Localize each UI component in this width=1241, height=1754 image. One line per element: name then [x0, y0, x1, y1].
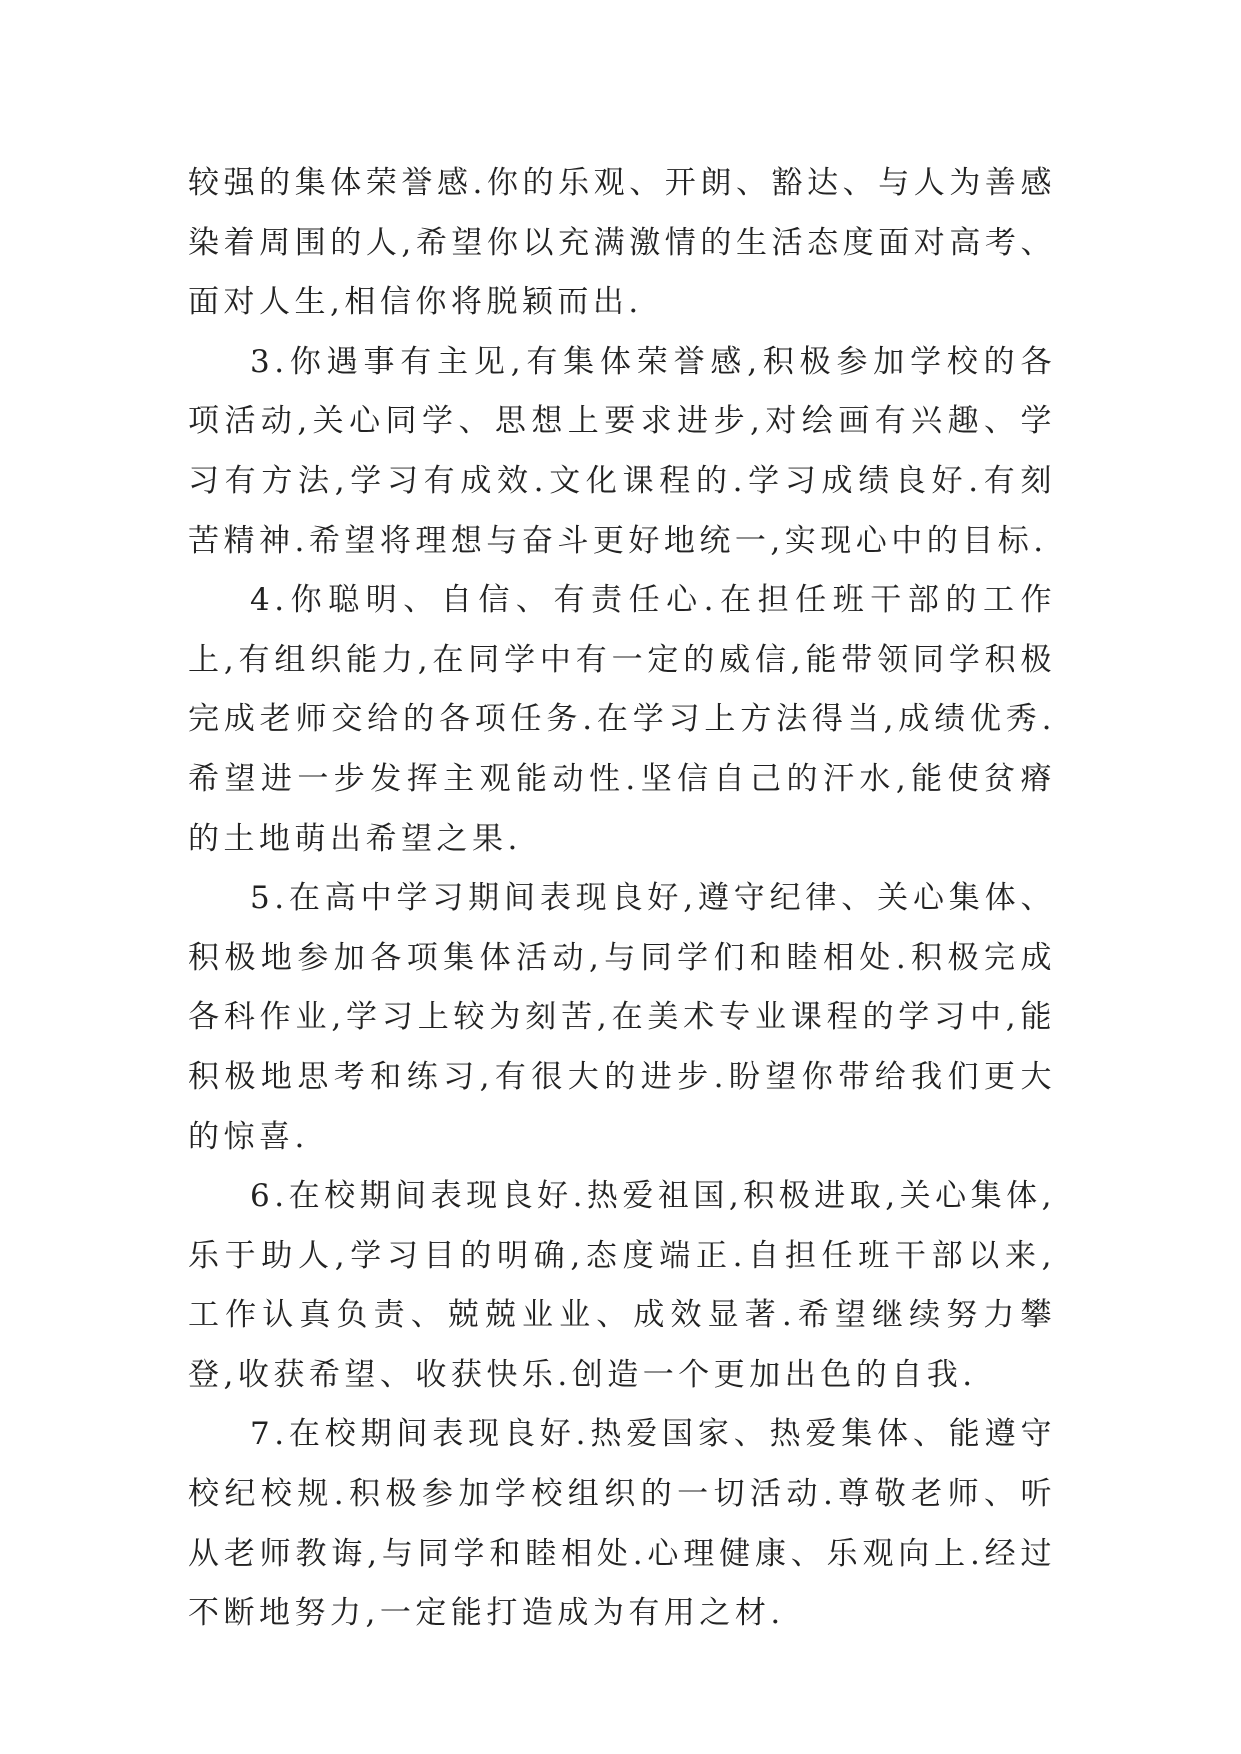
paragraph-comment-3: 3.你遇事有主见,有集体荣誉感,积极参加学校的各项活动,关心同学、思想上要求进步,对绘画有兴趣、学习有方法,学习有成效.文化课程的.学习成绩良好.有刻苦精神.希望将理想与奋斗更好地统一,实现心中的目标. [188, 343, 1056, 559]
paragraph-comment-5: 5.在高中学习期间表现良好,遵守纪律、关心集体、积极地参加各项集体活动,与同学们和睦相处.积极完成各科作业,学习上较为刻苦,在美术专业课程的学习中,能积极地思考和练习,有很大的进步.盼望你带给我们更大的惊喜. [188, 880, 1056, 1155]
paragraph-comment-7: 7.在校期间表现良好.热爱国家、热爱集体、能遵守校纪校规.积极参加学校组织的一切活动.尊敬老师、听从老师教诲,与同学和睦相处.心理健康、乐观向上.经过不断地努力,一定能打造成为有用之材. [188, 1416, 1056, 1632]
paragraph-comment-4: 4.你聪明、自信、有责任心.在担任班干部的工作上,有组织能力,在同学中有一定的威信,能带领同学积极完成老师交给的各项任务.在学习上方法得当,成绩优秀.希望进一步发挥主观能动性.坚信自己的汗水,能使贫瘠的土地萌出希望之果. [188, 582, 1056, 857]
document-body [188, 154, 1056, 1644]
paragraph-continuation: 较强的集体荣誉感.你的乐观、开朗、豁达、与人为善感染着周围的人,希望你以充满激情的生活态度面对高考、面对人生,相信你将脱颖而出. [188, 165, 1056, 321]
paragraph-comment-6: 6.在校期间表现良好.热爱祖国,积极进取,关心集体,乐于助人,学习目的明确,态度端正.自担任班干部以来,工作认真负责、兢兢业业、成效显著.希望继续努力攀登,收获希望、收获快乐.创造一个更加出色的自我. [188, 1178, 1056, 1393]
